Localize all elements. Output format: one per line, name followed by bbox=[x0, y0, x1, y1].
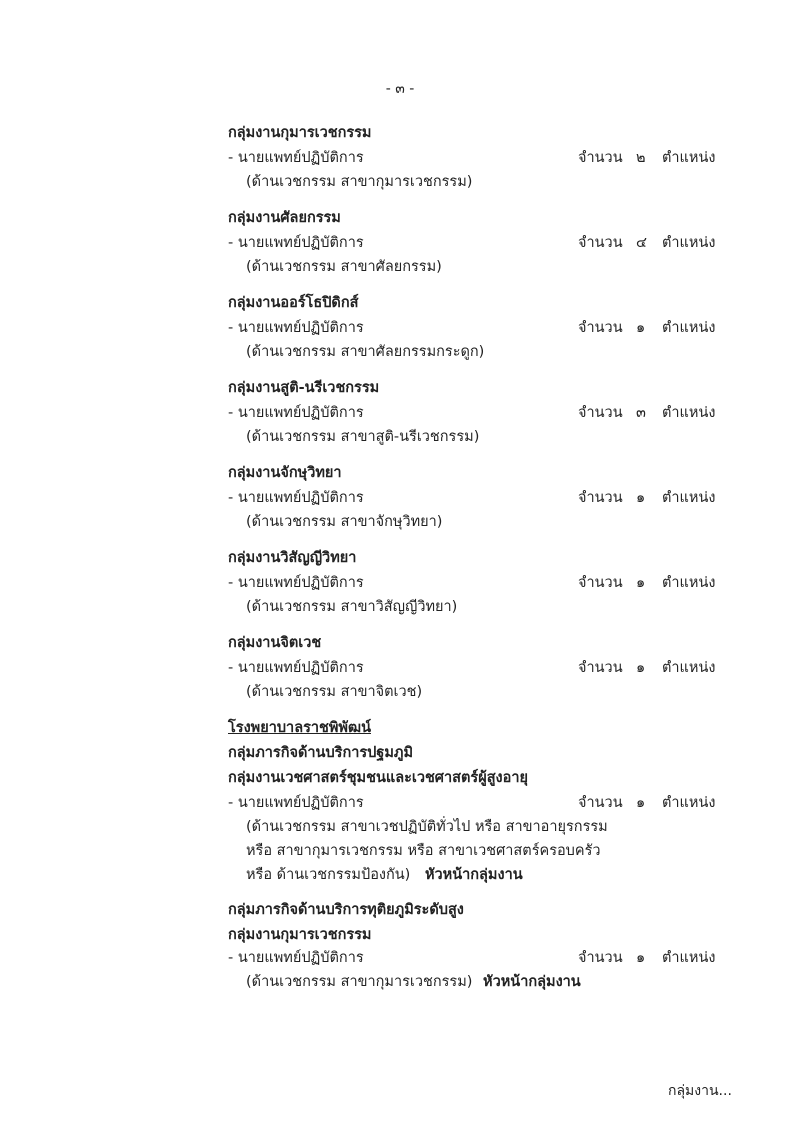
count-label: จำนวน bbox=[578, 795, 623, 811]
unit-label: ตำแหน่ง bbox=[662, 660, 716, 676]
head-of-group-label: หัวหน้ากลุ่มงาน bbox=[483, 974, 581, 990]
count-label: จำนวน bbox=[578, 575, 623, 591]
count-value: ๑ bbox=[636, 490, 646, 506]
position-detail: (ด้านเวชกรรม สาขากุมารเวชกรรม) bbox=[246, 974, 473, 990]
count-value: ๑ bbox=[636, 950, 646, 966]
continuation-footer: กลุ่มงาน... bbox=[668, 1083, 732, 1099]
section-title: กลุ่มงานออร์โธปิดิกส์ bbox=[228, 295, 359, 311]
position-detail-row bbox=[246, 972, 581, 992]
group-title: กลุ่มงานกุมารเวชกรรม bbox=[228, 927, 372, 943]
unit-label: ตำแหน่ง bbox=[662, 320, 716, 336]
position-detail: (ด้านเวชกรรม สาขาศัลยกรรมกระดูก) bbox=[246, 344, 485, 360]
count-label: จำนวน bbox=[578, 235, 623, 251]
position-name: - นายแพทย์ปฏิบัติการ bbox=[228, 575, 364, 591]
section-title: กลุ่มงานจักษุวิทยา bbox=[228, 465, 342, 481]
position-name: - นายแพทย์ปฏิบัติการ bbox=[228, 660, 364, 676]
mission-title: กลุ่มภารกิจด้านบริการปฐมภูมิ bbox=[228, 745, 414, 761]
position-detail-last bbox=[246, 865, 523, 885]
position-detail: (ด้านเวชกรรม สาขาสูติ-นรีเวชกรรม) bbox=[246, 429, 480, 445]
position-detail: (ด้านเวชกรรม สาขากุมารเวชกรรม) bbox=[246, 174, 473, 190]
unit-label: ตำแหน่ง bbox=[662, 405, 716, 421]
unit-label: ตำแหน่ง bbox=[662, 950, 716, 966]
count-label: จำนวน bbox=[578, 660, 623, 676]
position-name: - นายแพทย์ปฏิบัติการ bbox=[228, 320, 364, 336]
position-detail: หรือ ด้านเวชกรรมป้องกัน) bbox=[246, 867, 411, 883]
position-name: - นายแพทย์ปฏิบัติการ bbox=[228, 405, 364, 421]
position-name: - นายแพทย์ปฏิบัติการ bbox=[228, 950, 364, 966]
position-name: - นายแพทย์ปฏิบัติการ bbox=[228, 490, 364, 506]
section-title: กลุ่มงานกุมารเวชกรรม bbox=[228, 125, 372, 141]
section-title: กลุ่มงานวิสัญญีวิทยา bbox=[228, 550, 357, 566]
section-title: กลุ่มงานจิตเวช bbox=[228, 635, 322, 651]
section-title: กลุ่มงานศัลยกรรม bbox=[228, 210, 341, 226]
count-value: ๑ bbox=[636, 660, 646, 676]
count-value: ๑ bbox=[636, 795, 646, 811]
count-value: ๑ bbox=[636, 320, 646, 336]
position-name: - นายแพทย์ปฏิบัติการ bbox=[228, 795, 364, 811]
position-name: - นายแพทย์ปฏิบัติการ bbox=[228, 150, 364, 166]
position-detail: (ด้านเวชกรรม สาขาจิตเวช) bbox=[246, 684, 423, 700]
hospital-name: โรงพยาบาลราชพิพัฒน์ bbox=[228, 720, 371, 736]
count-label: จำนวน bbox=[578, 320, 623, 336]
section-title: กลุ่มงานสูติ-นรีเวชกรรม bbox=[228, 380, 380, 396]
position-detail: (ด้านเวชกรรม สาขาเวชปฏิบัติทั่วไป หรือ สาขาอายุรกรรม bbox=[246, 819, 608, 835]
group-title: กลุ่มงานเวชศาสตร์ชุมชนและเวชศาสตร์ผู้สูงอายุ bbox=[228, 770, 528, 786]
head-of-group-label: หัวหน้ากลุ่มงาน bbox=[424, 867, 523, 883]
unit-label: ตำแหน่ง bbox=[662, 235, 716, 251]
count-label: จำนวน bbox=[578, 150, 623, 166]
position-detail: (ด้านเวชกรรม สาขาศัลยกรรม) bbox=[246, 259, 442, 275]
count-label: จำนวน bbox=[578, 950, 623, 966]
count-value: ๔ bbox=[636, 235, 647, 251]
count-value: ๑ bbox=[636, 575, 646, 591]
count-value: ๓ bbox=[636, 405, 646, 421]
unit-label: ตำแหน่ง bbox=[662, 795, 716, 811]
unit-label: ตำแหน่ง bbox=[662, 575, 716, 591]
page-number: - ๓ - bbox=[385, 81, 415, 97]
mission-title: กลุ่มภารกิจด้านบริการทุติยภูมิระดับสูง bbox=[228, 902, 464, 918]
unit-label: ตำแหน่ง bbox=[662, 150, 716, 166]
unit-label: ตำแหน่ง bbox=[662, 490, 716, 506]
count-label: จำนวน bbox=[578, 490, 623, 506]
position-detail: หรือ สาขากุมารเวชกรรม หรือ สาขาเวชศาสตร์ครอบครัว bbox=[246, 843, 601, 859]
count-value: ๒ bbox=[636, 150, 646, 166]
position-detail: (ด้านเวชกรรม สาขาวิสัญญีวิทยา) bbox=[246, 599, 458, 615]
position-name: - นายแพทย์ปฏิบัติการ bbox=[228, 235, 364, 251]
position-detail: (ด้านเวชกรรม สาขาจักษุวิทยา) bbox=[246, 514, 443, 530]
count-label: จำนวน bbox=[578, 405, 623, 421]
